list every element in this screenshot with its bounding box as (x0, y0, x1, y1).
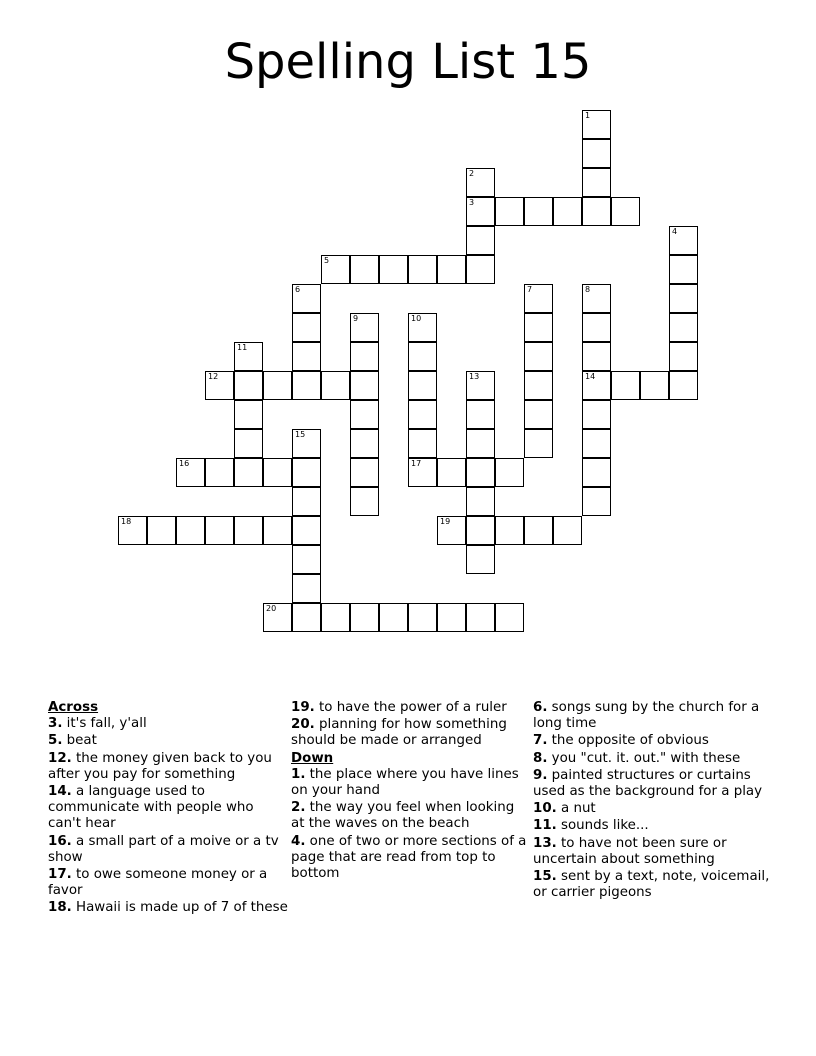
clue-down (291, 800, 531, 832)
clue-text: sent by a text, note, voicemail, or carrier pigeons (533, 869, 770, 901)
grid-cell[interactable] (234, 400, 263, 429)
grid-cell[interactable] (408, 371, 437, 400)
grid-cell[interactable] (669, 342, 698, 371)
clue-text: sounds like... (561, 818, 649, 834)
clue-number: 16 (179, 459, 190, 468)
grid-cell[interactable] (524, 313, 553, 342)
clue-number-label: 20. (291, 717, 315, 733)
clue-down (533, 801, 773, 817)
clue-number: 17 (411, 459, 422, 468)
grid-cell[interactable] (379, 255, 408, 284)
grid-cell[interactable] (669, 313, 698, 342)
grid-cell[interactable] (321, 255, 350, 284)
clue-number-label: 17. (48, 867, 72, 883)
clue-across (48, 751, 288, 783)
grid-cell[interactable] (466, 545, 495, 574)
clue-down (533, 768, 773, 800)
clue-text: a small part of a moive or a tv show (48, 833, 279, 865)
clue-text: a language used to communicate with people who can't hear (48, 784, 254, 832)
grid-cell[interactable] (408, 458, 437, 487)
clue-text: planning for how something should be made or arranged (291, 717, 507, 749)
grid-cell[interactable] (408, 342, 437, 371)
grid-cell[interactable] (292, 371, 321, 400)
grid-cell[interactable] (640, 371, 669, 400)
clue-down (533, 818, 773, 834)
grid-cell[interactable] (524, 429, 553, 458)
grid-cell[interactable] (466, 400, 495, 429)
grid-cell[interactable] (466, 487, 495, 516)
clue-number: 7 (527, 285, 533, 294)
clue-across (48, 716, 288, 732)
clue-number: 11 (237, 343, 248, 352)
clue-number-label: 8. (533, 750, 548, 766)
clue-number: 18 (121, 517, 132, 526)
clue-text: the opposite of obvious (551, 733, 709, 749)
across-heading: Across (48, 700, 99, 715)
clue-number: 10 (411, 314, 422, 323)
grid-cell[interactable] (234, 371, 263, 400)
clue-number-label: 5. (48, 733, 63, 749)
grid-cell[interactable] (582, 458, 611, 487)
clue-down (533, 733, 773, 749)
down-heading: Down (291, 750, 334, 766)
grid-cell[interactable] (495, 197, 524, 226)
clue-text: the place where you have lines on your hand (291, 766, 519, 799)
grid-cell[interactable] (582, 400, 611, 429)
clue-column-2 (291, 700, 531, 883)
grid-cell[interactable] (582, 197, 611, 226)
clue-across (48, 834, 288, 866)
grid-cell[interactable] (263, 371, 292, 400)
grid-cell[interactable] (408, 429, 437, 458)
grid-cell[interactable] (466, 255, 495, 284)
grid-cell[interactable] (582, 168, 611, 197)
grid-cell[interactable] (582, 371, 611, 400)
grid-cell[interactable] (176, 458, 205, 487)
grid-cell[interactable] (466, 168, 495, 197)
grid-cell[interactable] (263, 603, 292, 632)
grid-cell[interactable] (350, 487, 379, 516)
grid-cell[interactable] (582, 342, 611, 371)
grid-cell[interactable] (350, 400, 379, 429)
grid-cell[interactable] (611, 371, 640, 400)
grid-cell[interactable] (263, 458, 292, 487)
grid-cell[interactable] (524, 284, 553, 313)
clue-number-label: 9. (533, 767, 548, 783)
grid-cell[interactable] (466, 371, 495, 400)
grid-cell[interactable] (234, 429, 263, 458)
grid-cell[interactable] (524, 371, 553, 400)
clue-number: 13 (469, 372, 480, 381)
clue-column-1 (48, 700, 288, 918)
grid-cell[interactable] (466, 603, 495, 632)
grid-cell[interactable] (669, 255, 698, 284)
grid-cell[interactable] (205, 458, 234, 487)
clue-number: 20 (266, 604, 277, 613)
clue-text: painted structures or curtains used as the background for a play (533, 767, 763, 800)
clue-number-label: 16. (48, 833, 72, 849)
grid-cell[interactable] (582, 110, 611, 139)
clue-text: the way you feel when looking at the waves on the beach (291, 800, 515, 832)
clue-text: Hawaii is made up of 7 of these (76, 900, 288, 916)
grid-cell[interactable] (321, 603, 350, 632)
grid-cell[interactable] (292, 429, 321, 458)
clue-column-3 (533, 700, 773, 902)
clue-text: to have not been sure or uncertain about something (533, 835, 727, 867)
clue-number: 8 (585, 285, 591, 294)
grid-cell[interactable] (669, 371, 698, 400)
clue-number-label: 11. (533, 818, 557, 834)
clue-text: to have the power of a ruler (319, 700, 507, 715)
grid-cell[interactable] (524, 197, 553, 226)
clue-across (291, 700, 531, 716)
grid-cell[interactable] (205, 371, 234, 400)
clue-number-label: 15. (533, 869, 557, 885)
grid-cell[interactable] (234, 458, 263, 487)
clue-text: songs sung by the church for a long time (533, 700, 760, 732)
grid-cell[interactable] (611, 197, 640, 226)
clue-down (291, 834, 531, 883)
grid-cell[interactable] (350, 313, 379, 342)
grid-cell[interactable] (147, 516, 176, 545)
grid-cell[interactable] (466, 429, 495, 458)
clue-number: 6 (295, 285, 301, 294)
clue-number-label: 3. (48, 716, 63, 732)
grid-cell[interactable] (292, 516, 321, 545)
grid-cell[interactable] (669, 284, 698, 313)
grid-cell[interactable] (524, 400, 553, 429)
grid-cell[interactable] (437, 255, 466, 284)
grid-cell[interactable] (553, 197, 582, 226)
clue-number: 4 (672, 227, 678, 236)
clue-number: 1 (585, 111, 591, 120)
clue-number-label: 2. (291, 800, 306, 816)
grid-cell[interactable] (408, 255, 437, 284)
page-title: Spelling List 15 (224, 34, 592, 90)
clue-number: 3 (469, 198, 475, 207)
grid-cell[interactable] (350, 429, 379, 458)
grid-cell[interactable] (176, 516, 205, 545)
clue-number-label: 14. (48, 784, 72, 800)
clue-text: to owe someone money or a favor (48, 867, 268, 899)
clue-down (533, 700, 773, 732)
clue-text: a nut (561, 801, 596, 817)
grid-cell[interactable] (292, 342, 321, 371)
grid-cell[interactable] (408, 400, 437, 429)
clue-text: you "cut. it. out." with these (551, 750, 741, 766)
clue-number: 15 (295, 430, 306, 439)
grid-cell[interactable] (350, 371, 379, 400)
clue-number: 9 (353, 314, 359, 323)
grid-cell[interactable] (466, 226, 495, 255)
clue-across (48, 867, 288, 899)
clue-across (48, 733, 288, 749)
clue-number: 12 (208, 372, 219, 381)
grid-cell[interactable] (466, 516, 495, 545)
clue-down (533, 836, 773, 868)
grid-cell[interactable] (495, 516, 524, 545)
clue-number-label: 10. (533, 801, 557, 817)
grid-cell[interactable] (350, 458, 379, 487)
grid-cell[interactable] (118, 516, 147, 545)
grid-cell[interactable] (263, 516, 292, 545)
grid-cell[interactable] (292, 284, 321, 313)
grid-cell[interactable] (524, 342, 553, 371)
grid-cell[interactable] (524, 516, 553, 545)
grid-cell[interactable] (466, 197, 495, 226)
grid-cell[interactable] (350, 342, 379, 371)
grid-cell[interactable] (292, 545, 321, 574)
clue-number-label: 6. (533, 700, 548, 715)
grid-cell[interactable] (669, 226, 698, 255)
clue-text: it's fall, y'all (66, 716, 147, 732)
clue-text: the money given back to you after you pay for something (48, 750, 272, 782)
grid-cell[interactable] (553, 516, 582, 545)
grid-cell[interactable] (582, 139, 611, 168)
grid-cell[interactable] (292, 574, 321, 603)
clue-across (48, 784, 288, 833)
clue-number: 14 (585, 372, 596, 381)
grid-cell[interactable] (292, 603, 321, 632)
clue-number-label: 4. (291, 833, 306, 849)
grid-cell[interactable] (582, 313, 611, 342)
clue-text: one of two or more sections of a page that are read from top to bottom (291, 833, 527, 882)
grid-cell[interactable] (350, 603, 379, 632)
clue-number-label: 12. (48, 750, 72, 766)
grid-cell[interactable] (437, 603, 466, 632)
grid-cell[interactable] (234, 342, 263, 371)
clue-down (533, 869, 773, 901)
grid-cell[interactable] (292, 487, 321, 516)
clue-number-label: 13. (533, 835, 557, 851)
grid-cell[interactable] (495, 458, 524, 487)
grid-cell[interactable] (292, 458, 321, 487)
clue-down (291, 767, 531, 799)
clue-number-label: 18. (48, 900, 72, 916)
grid-cell[interactable] (408, 603, 437, 632)
clue-text: beat (66, 733, 97, 749)
clue-number-label: 7. (533, 733, 548, 749)
clue-number: 5 (324, 256, 330, 265)
grid-cell[interactable] (437, 516, 466, 545)
grid-cell[interactable] (582, 284, 611, 313)
grid-cell[interactable] (350, 255, 379, 284)
grid-cell[interactable] (437, 458, 466, 487)
clue-number: 2 (469, 169, 475, 178)
grid-cell[interactable] (321, 371, 350, 400)
clue-across (48, 900, 288, 916)
grid-cell[interactable] (292, 313, 321, 342)
grid-cell[interactable] (379, 603, 408, 632)
clue-number: 19 (440, 517, 451, 526)
clue-number-label: 1. (291, 766, 306, 782)
grid-cell[interactable] (466, 458, 495, 487)
clue-across (291, 717, 531, 749)
grid-cell[interactable] (495, 603, 524, 632)
grid-cell[interactable] (234, 516, 263, 545)
grid-cell[interactable] (582, 429, 611, 458)
grid-cell[interactable] (582, 487, 611, 516)
clue-down (533, 751, 773, 767)
grid-cell[interactable] (408, 313, 437, 342)
grid-cell[interactable] (205, 516, 234, 545)
clue-number-label: 19. (291, 700, 315, 715)
